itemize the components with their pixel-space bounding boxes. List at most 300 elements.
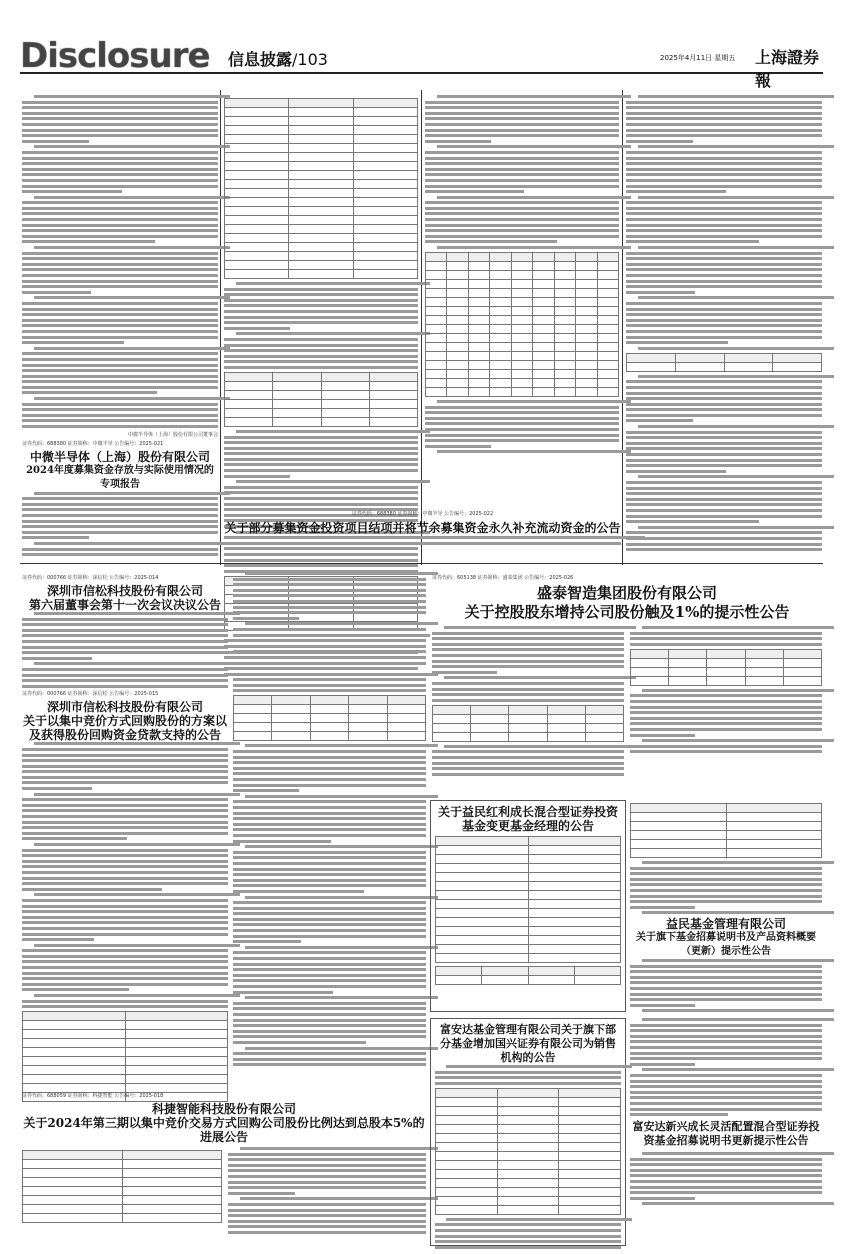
text-line xyxy=(22,960,228,963)
table-cell xyxy=(273,417,321,426)
text-line xyxy=(22,854,228,857)
table-cell xyxy=(23,1021,126,1030)
table-cell xyxy=(369,381,417,390)
table-cell xyxy=(436,864,529,873)
table-cell xyxy=(447,352,468,361)
text-line xyxy=(233,684,426,687)
table-cell xyxy=(511,280,532,289)
table-cell xyxy=(225,243,289,252)
table-cell xyxy=(436,846,529,855)
table-cell xyxy=(509,714,547,723)
table-row xyxy=(436,967,621,976)
table-row xyxy=(234,714,426,723)
article-title: 关于部分募集资金投资项目结项并将节余募集资金永久补充流动资金的公告 xyxy=(224,521,621,535)
text-line xyxy=(224,553,418,556)
table-row xyxy=(225,417,418,426)
table-cell xyxy=(122,1169,222,1178)
text-line xyxy=(233,840,331,843)
article-company: 深圳市信松科技股份有限公司 xyxy=(46,700,203,715)
text-line xyxy=(630,1191,822,1194)
text-line xyxy=(630,906,695,909)
table-row xyxy=(426,253,619,262)
table-cell xyxy=(23,1066,126,1075)
table-cell xyxy=(726,822,822,831)
table-cell xyxy=(23,1048,126,1057)
text-line xyxy=(444,626,636,629)
table-cell xyxy=(585,723,623,732)
article-title: 关于以集中竞价方式回购股份的方案以及获得股份回购资金贷款支持的公告 xyxy=(22,714,227,743)
manager-info-table xyxy=(630,803,822,858)
text-line xyxy=(233,750,426,753)
table-row xyxy=(225,144,418,153)
table-cell xyxy=(353,216,417,225)
text-line xyxy=(233,1063,426,1066)
text-line xyxy=(432,648,624,651)
table-cell xyxy=(273,399,321,408)
text-line xyxy=(626,464,822,467)
table-cell xyxy=(122,1214,222,1223)
text-line xyxy=(22,229,218,232)
table-cell xyxy=(585,714,623,723)
table-cell xyxy=(471,714,509,723)
table-cell xyxy=(528,873,621,882)
table-cell xyxy=(597,316,619,325)
table-cell xyxy=(490,298,511,307)
text-line xyxy=(626,459,822,462)
table-row xyxy=(225,216,418,225)
table-row xyxy=(436,1124,621,1133)
table-cell xyxy=(353,108,417,117)
text-line xyxy=(626,162,822,165)
table-cell xyxy=(511,253,532,262)
text-line xyxy=(245,572,438,575)
table-cell xyxy=(554,316,575,325)
table-cell xyxy=(576,388,597,397)
table-cell xyxy=(597,334,619,343)
divider xyxy=(421,90,422,565)
table-cell xyxy=(597,307,619,316)
text-line xyxy=(22,1005,228,1008)
table-cell xyxy=(559,1142,621,1151)
table-row xyxy=(225,381,418,390)
table-row xyxy=(436,918,621,927)
table-cell xyxy=(511,307,532,316)
text-line xyxy=(224,310,418,313)
table-cell xyxy=(533,271,554,280)
table-cell xyxy=(509,732,547,741)
table-cell xyxy=(23,1205,123,1214)
table-cell xyxy=(369,408,417,417)
table-cell xyxy=(23,1075,126,1084)
text-line xyxy=(34,994,240,997)
table-cell xyxy=(745,658,783,667)
text-line xyxy=(224,547,418,550)
text-line xyxy=(626,503,822,506)
text-line xyxy=(233,951,426,954)
text-line xyxy=(642,911,834,914)
table-cell xyxy=(225,198,289,207)
table-cell xyxy=(726,831,822,840)
table-cell xyxy=(675,362,724,371)
table-cell xyxy=(707,658,745,667)
table-cell xyxy=(310,714,348,723)
text-line xyxy=(22,503,218,506)
table-cell xyxy=(528,891,621,900)
table-cell xyxy=(554,307,575,316)
table-cell xyxy=(468,370,489,379)
text-line xyxy=(437,246,631,249)
text-line xyxy=(245,996,438,999)
table-cell xyxy=(447,280,468,289)
text-line xyxy=(22,364,218,367)
table-cell xyxy=(597,325,619,334)
table-cell xyxy=(576,271,597,280)
text-line xyxy=(22,759,228,762)
table-cell xyxy=(745,649,783,658)
article-title: 关于旗下基金招募说明书及产品资料概要（更新）提示性公告 xyxy=(636,931,816,957)
text-line xyxy=(630,993,822,996)
table-cell xyxy=(321,399,369,408)
table-cell xyxy=(726,840,822,849)
text-line xyxy=(224,469,418,472)
table-cell xyxy=(490,253,511,262)
text-line xyxy=(228,1164,426,1167)
text-line xyxy=(432,665,624,668)
text-line xyxy=(630,895,822,898)
table-row xyxy=(23,1039,228,1048)
text-line xyxy=(626,274,822,277)
text-line xyxy=(236,332,430,335)
table-cell xyxy=(369,372,417,381)
text-line xyxy=(22,497,218,500)
text-line xyxy=(233,578,426,581)
text-line xyxy=(245,744,438,747)
table-cell xyxy=(426,316,447,325)
text-line xyxy=(224,475,290,478)
text-line xyxy=(224,559,418,562)
table-cell xyxy=(533,343,554,352)
table-row xyxy=(436,945,621,954)
text-line xyxy=(22,134,218,137)
table-cell xyxy=(447,289,468,298)
table-cell xyxy=(225,180,289,189)
text-line xyxy=(22,190,122,193)
text-line xyxy=(224,458,418,461)
table-row xyxy=(627,362,822,371)
table-cell xyxy=(511,289,532,298)
text-line xyxy=(432,688,624,691)
table-row xyxy=(433,714,624,723)
table-cell xyxy=(726,804,822,813)
text-line xyxy=(22,508,218,511)
text-line xyxy=(630,1158,822,1161)
text-line xyxy=(630,1186,822,1189)
table-row xyxy=(426,271,619,280)
text-line xyxy=(22,212,218,215)
table-cell xyxy=(468,343,489,352)
table-cell xyxy=(490,262,511,271)
table-cell xyxy=(225,207,289,216)
table-cell xyxy=(426,307,447,316)
table-cell xyxy=(23,1214,123,1223)
article-company: 深圳市信松科技股份有限公司 xyxy=(46,584,203,598)
text-line xyxy=(630,1085,822,1088)
table-row xyxy=(225,117,418,126)
table-cell xyxy=(225,390,273,399)
text-line xyxy=(437,196,631,199)
table-cell xyxy=(533,316,554,325)
text-line xyxy=(435,1071,621,1074)
table-cell xyxy=(471,705,509,714)
text-line xyxy=(626,207,822,210)
table-cell xyxy=(125,1012,228,1021)
text-line xyxy=(630,1113,728,1116)
table-row xyxy=(234,732,426,741)
text-line xyxy=(425,229,619,232)
text-line xyxy=(626,185,822,188)
article-column-4 xyxy=(626,95,822,554)
text-line xyxy=(638,296,834,299)
table-cell xyxy=(576,361,597,370)
text-line xyxy=(233,806,426,809)
table-cell xyxy=(528,918,621,927)
text-line xyxy=(432,632,624,635)
text-line xyxy=(233,868,426,871)
text-line xyxy=(224,338,418,341)
table-cell xyxy=(554,325,575,334)
table-row xyxy=(23,1030,228,1039)
text-line xyxy=(626,324,822,327)
table-cell xyxy=(533,325,554,334)
table-row xyxy=(23,1205,222,1214)
text-line xyxy=(233,901,426,904)
text-line xyxy=(630,1169,822,1172)
text-line xyxy=(630,1004,695,1007)
text-line xyxy=(626,330,822,333)
table-row xyxy=(225,399,418,408)
table-cell xyxy=(497,1196,559,1205)
text-line xyxy=(432,654,624,657)
text-line xyxy=(22,871,228,874)
table-cell xyxy=(597,280,619,289)
holding-table xyxy=(432,705,624,742)
text-line xyxy=(22,240,155,243)
text-line xyxy=(224,497,418,500)
text-line xyxy=(630,976,822,979)
text-line xyxy=(245,1047,438,1050)
table-cell xyxy=(225,252,289,261)
text-line xyxy=(626,285,822,288)
text-line xyxy=(638,526,834,529)
text-line xyxy=(228,1181,426,1184)
text-line xyxy=(233,974,426,977)
text-line xyxy=(425,207,619,210)
table-row xyxy=(436,1106,621,1115)
text-line xyxy=(22,218,218,221)
table-cell xyxy=(554,271,575,280)
table-row xyxy=(436,1196,621,1205)
text-line xyxy=(437,145,631,148)
text-line xyxy=(224,299,418,302)
table-cell xyxy=(675,353,724,362)
text-line xyxy=(22,618,228,621)
table-cell xyxy=(369,417,417,426)
text-line xyxy=(22,336,218,339)
table-cell xyxy=(468,253,489,262)
text-line xyxy=(233,689,426,692)
table-cell xyxy=(436,967,482,976)
text-line xyxy=(444,745,636,748)
text-line xyxy=(22,679,228,682)
table-cell xyxy=(528,927,621,936)
table-cell xyxy=(576,262,597,271)
text-line xyxy=(626,548,822,551)
text-line xyxy=(233,767,426,770)
table-cell xyxy=(387,732,425,741)
table-cell xyxy=(436,1169,498,1178)
text-line xyxy=(630,637,822,640)
text-line xyxy=(34,893,240,896)
text-line xyxy=(22,157,218,160)
table-cell xyxy=(436,1142,498,1151)
text-line xyxy=(22,369,218,372)
table-cell xyxy=(559,1115,621,1124)
table-cell xyxy=(497,1124,559,1133)
table-row xyxy=(23,1169,222,1178)
table-cell xyxy=(321,372,369,381)
table-cell xyxy=(554,379,575,388)
table-cell xyxy=(490,361,511,370)
table-cell xyxy=(490,388,511,397)
table-row xyxy=(433,705,624,714)
table-cell xyxy=(533,352,554,361)
text-line xyxy=(22,179,218,182)
table-cell xyxy=(576,370,597,379)
text-line xyxy=(233,761,426,764)
table-cell xyxy=(511,262,532,271)
table-cell xyxy=(447,379,468,388)
text-line xyxy=(626,520,759,523)
text-line xyxy=(630,750,822,753)
table-cell xyxy=(707,676,745,685)
table-cell xyxy=(533,388,554,397)
text-line xyxy=(630,706,822,709)
table-cell xyxy=(468,280,489,289)
text-line xyxy=(224,441,418,444)
text-line xyxy=(626,173,822,176)
table-row xyxy=(225,198,418,207)
table-cell xyxy=(122,1196,222,1205)
text-line xyxy=(425,422,619,425)
table-cell xyxy=(783,667,821,676)
text-line xyxy=(626,487,822,490)
table-row xyxy=(436,1115,621,1124)
text-line xyxy=(22,308,218,311)
text-line xyxy=(22,629,228,632)
text-line xyxy=(34,944,240,947)
progress-table xyxy=(22,1150,222,1223)
table-cell xyxy=(554,334,575,343)
text-line xyxy=(630,1091,822,1094)
table-row xyxy=(426,352,619,361)
table-cell xyxy=(353,117,417,126)
table-cell xyxy=(125,1039,228,1048)
table-cell xyxy=(669,658,707,667)
table-cell xyxy=(369,399,417,408)
table-cell xyxy=(528,945,621,954)
text-line xyxy=(22,781,228,784)
text-line xyxy=(22,837,127,840)
table-cell xyxy=(533,253,554,262)
text-line xyxy=(642,626,834,629)
text-line xyxy=(228,1175,426,1178)
table-cell xyxy=(490,289,511,298)
table-cell xyxy=(125,1030,228,1039)
text-line xyxy=(34,742,240,745)
table-cell xyxy=(225,225,289,234)
table-row xyxy=(631,676,822,685)
text-line xyxy=(233,611,426,614)
table-cell xyxy=(554,298,575,307)
table-cell xyxy=(631,840,727,849)
text-line xyxy=(22,201,218,204)
article-company: 科捷智能科技股份有限公司 xyxy=(151,1102,296,1116)
table-cell xyxy=(436,927,529,936)
table-row xyxy=(426,262,619,271)
table-cell xyxy=(585,705,623,714)
text-line xyxy=(233,1041,366,1044)
table-cell xyxy=(436,882,529,891)
table-cell xyxy=(511,361,532,370)
table-cell xyxy=(490,370,511,379)
text-line xyxy=(638,246,834,249)
text-line xyxy=(626,224,822,227)
table-cell xyxy=(122,1205,222,1214)
text-line xyxy=(626,341,728,344)
text-line xyxy=(22,770,228,773)
text-line xyxy=(626,101,822,104)
text-line xyxy=(432,750,624,753)
text-line xyxy=(233,879,426,882)
table-cell xyxy=(669,649,707,658)
table-cell xyxy=(497,1097,559,1106)
table-cell xyxy=(23,1039,126,1048)
text-line xyxy=(233,1024,426,1027)
table-row xyxy=(436,1205,621,1214)
table-row xyxy=(436,873,621,882)
table-cell xyxy=(447,361,468,370)
text-line xyxy=(233,1019,426,1022)
text-line xyxy=(34,542,230,545)
text-line xyxy=(22,804,228,807)
text-line xyxy=(22,765,228,768)
divider xyxy=(622,90,623,565)
text-line xyxy=(233,991,333,994)
text-line xyxy=(432,762,624,765)
text-line xyxy=(34,246,230,249)
table-cell xyxy=(349,714,387,723)
text-line xyxy=(22,358,218,361)
text-line xyxy=(642,1202,834,1205)
text-line xyxy=(236,282,430,285)
table-row xyxy=(23,1048,228,1057)
table-cell xyxy=(554,289,575,298)
text-line xyxy=(425,140,491,143)
text-line xyxy=(22,548,218,551)
text-line xyxy=(224,344,418,347)
text-line xyxy=(233,856,426,859)
table-cell xyxy=(310,705,348,714)
